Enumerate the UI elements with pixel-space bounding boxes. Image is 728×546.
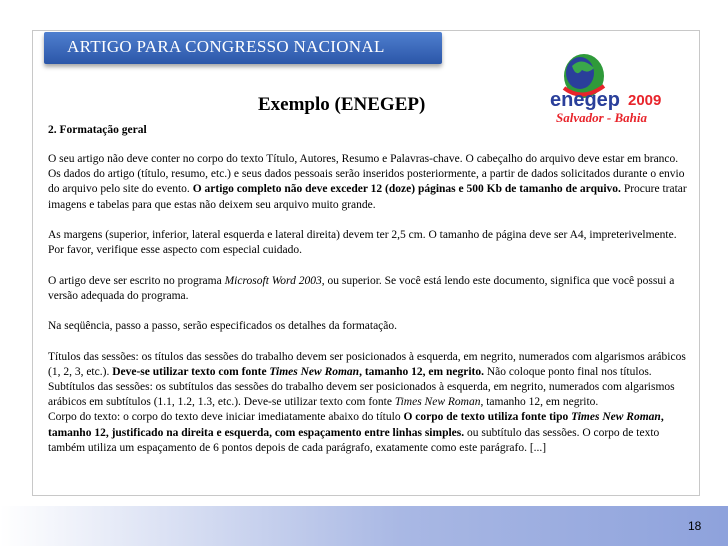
logo-year: 2009 bbox=[628, 92, 662, 109]
p6-text-c: , tamanho 12, em negrito. bbox=[480, 396, 599, 409]
p7-text-bold-end: , tamanho 12, justificado na direita e esquerda, com espaçamento entre linhas simples. bbox=[48, 411, 664, 439]
p7-text-a: Corpo do texto: o corpo do texto deve iniciar imediatamente abaixo do título bbox=[48, 411, 401, 424]
logo-name: enegep bbox=[550, 89, 621, 111]
p3-text-a: O artigo deve ser escrito no programa bbox=[48, 274, 222, 287]
paragraph-section-titles bbox=[48, 350, 688, 380]
section-heading: 2. Formatação geral bbox=[48, 124, 147, 136]
logo-place: Salvador - Bahia bbox=[556, 110, 648, 125]
p3-text-italic: Microsoft Word 2003 bbox=[224, 274, 322, 287]
paragraph-sequence: Na seqüência, passo a passo, serão especificados os detalhes da formatação. bbox=[48, 320, 398, 333]
page-number: 18 bbox=[688, 519, 702, 533]
p7-text-font: Times New Roman bbox=[571, 411, 661, 424]
body-text bbox=[48, 152, 688, 456]
p5-text-a: Títulos das sessões: os títulos das sessões do trabalho devem ser posicionados à esquerda, em negrito, numerados com algarismos arábicos (1, 2, 3, etc.). bbox=[48, 350, 686, 378]
banner-title: ARTIGO PARA CONGRESSO NACIONAL bbox=[67, 37, 385, 56]
p5-text-bold-end: , tamanho 12, em negrito. bbox=[359, 365, 484, 378]
p6-text-font: Times New Roman bbox=[394, 396, 481, 409]
paragraph-program bbox=[48, 274, 688, 304]
paragraph-margins: As margens (superior, inferior, lateral esquerda e lateral direita) devem ter 2,5 cm. O tamanho de página deve ser A4, impreterivelmente. Por favor, verifique esse aspecto com especial cuidado. bbox=[48, 229, 677, 257]
p7-text-e: ou subtítulo das sessões. O corpo de texto também utiliza um espaçamento de 6 pontos depois de cada parágrafo, exatamente como este parágrafo. [...] bbox=[48, 426, 660, 454]
p1-text-bold: O artigo completo não deve exceder 12 (doze) páginas e 500 Kb de tamanho de arquivo. bbox=[192, 183, 621, 196]
paragraph-file-rules bbox=[48, 152, 688, 213]
paragraph-subtitles bbox=[48, 380, 688, 410]
paragraph-body bbox=[48, 410, 688, 456]
example-title: Exemplo (ENEGEP) bbox=[258, 94, 426, 115]
p3-text-c: , ou superior. Se você está lendo este documento, significa que você possui a versão adequada do programa. bbox=[48, 274, 675, 302]
footer-bar bbox=[0, 506, 728, 546]
p5-text-bold: Deve-se utilizar texto com fonte bbox=[112, 365, 267, 378]
p5-text-font: Times New Roman bbox=[269, 365, 360, 378]
p1-text-a: O seu artigo não deve conter no corpo do texto Título, Autores, Resumo e Palavras-chave. O cabeçalho do arquivo deve estar em branco. Os dados do artigo (título, resumo, etc.) e seus dados pessoais serão inseridos posteriormente, a partir de dados solicitados durante o envio do arquivo pelo site do evento. bbox=[48, 153, 685, 196]
enegep-logo bbox=[542, 46, 686, 128]
p5-text-e: Não coloque ponto final nos títulos. bbox=[486, 365, 652, 378]
p6-text-a: Subtítulos das sessões: os subtítulos das sessões do trabalho devem ser posicionados à esquerda, em negrito, numerados com algarismos arábicos em subtítulos (1.1, 1.2, 1.3, etc.). Deve-se utilizar texto com fonte bbox=[48, 380, 675, 409]
p7-text-bold: O corpo de texto utiliza fonte tipo bbox=[403, 411, 569, 424]
p1-text-c: Procure tratar imagens e tabelas para que estas não deixem seu arquivo muito grande. bbox=[48, 183, 687, 211]
